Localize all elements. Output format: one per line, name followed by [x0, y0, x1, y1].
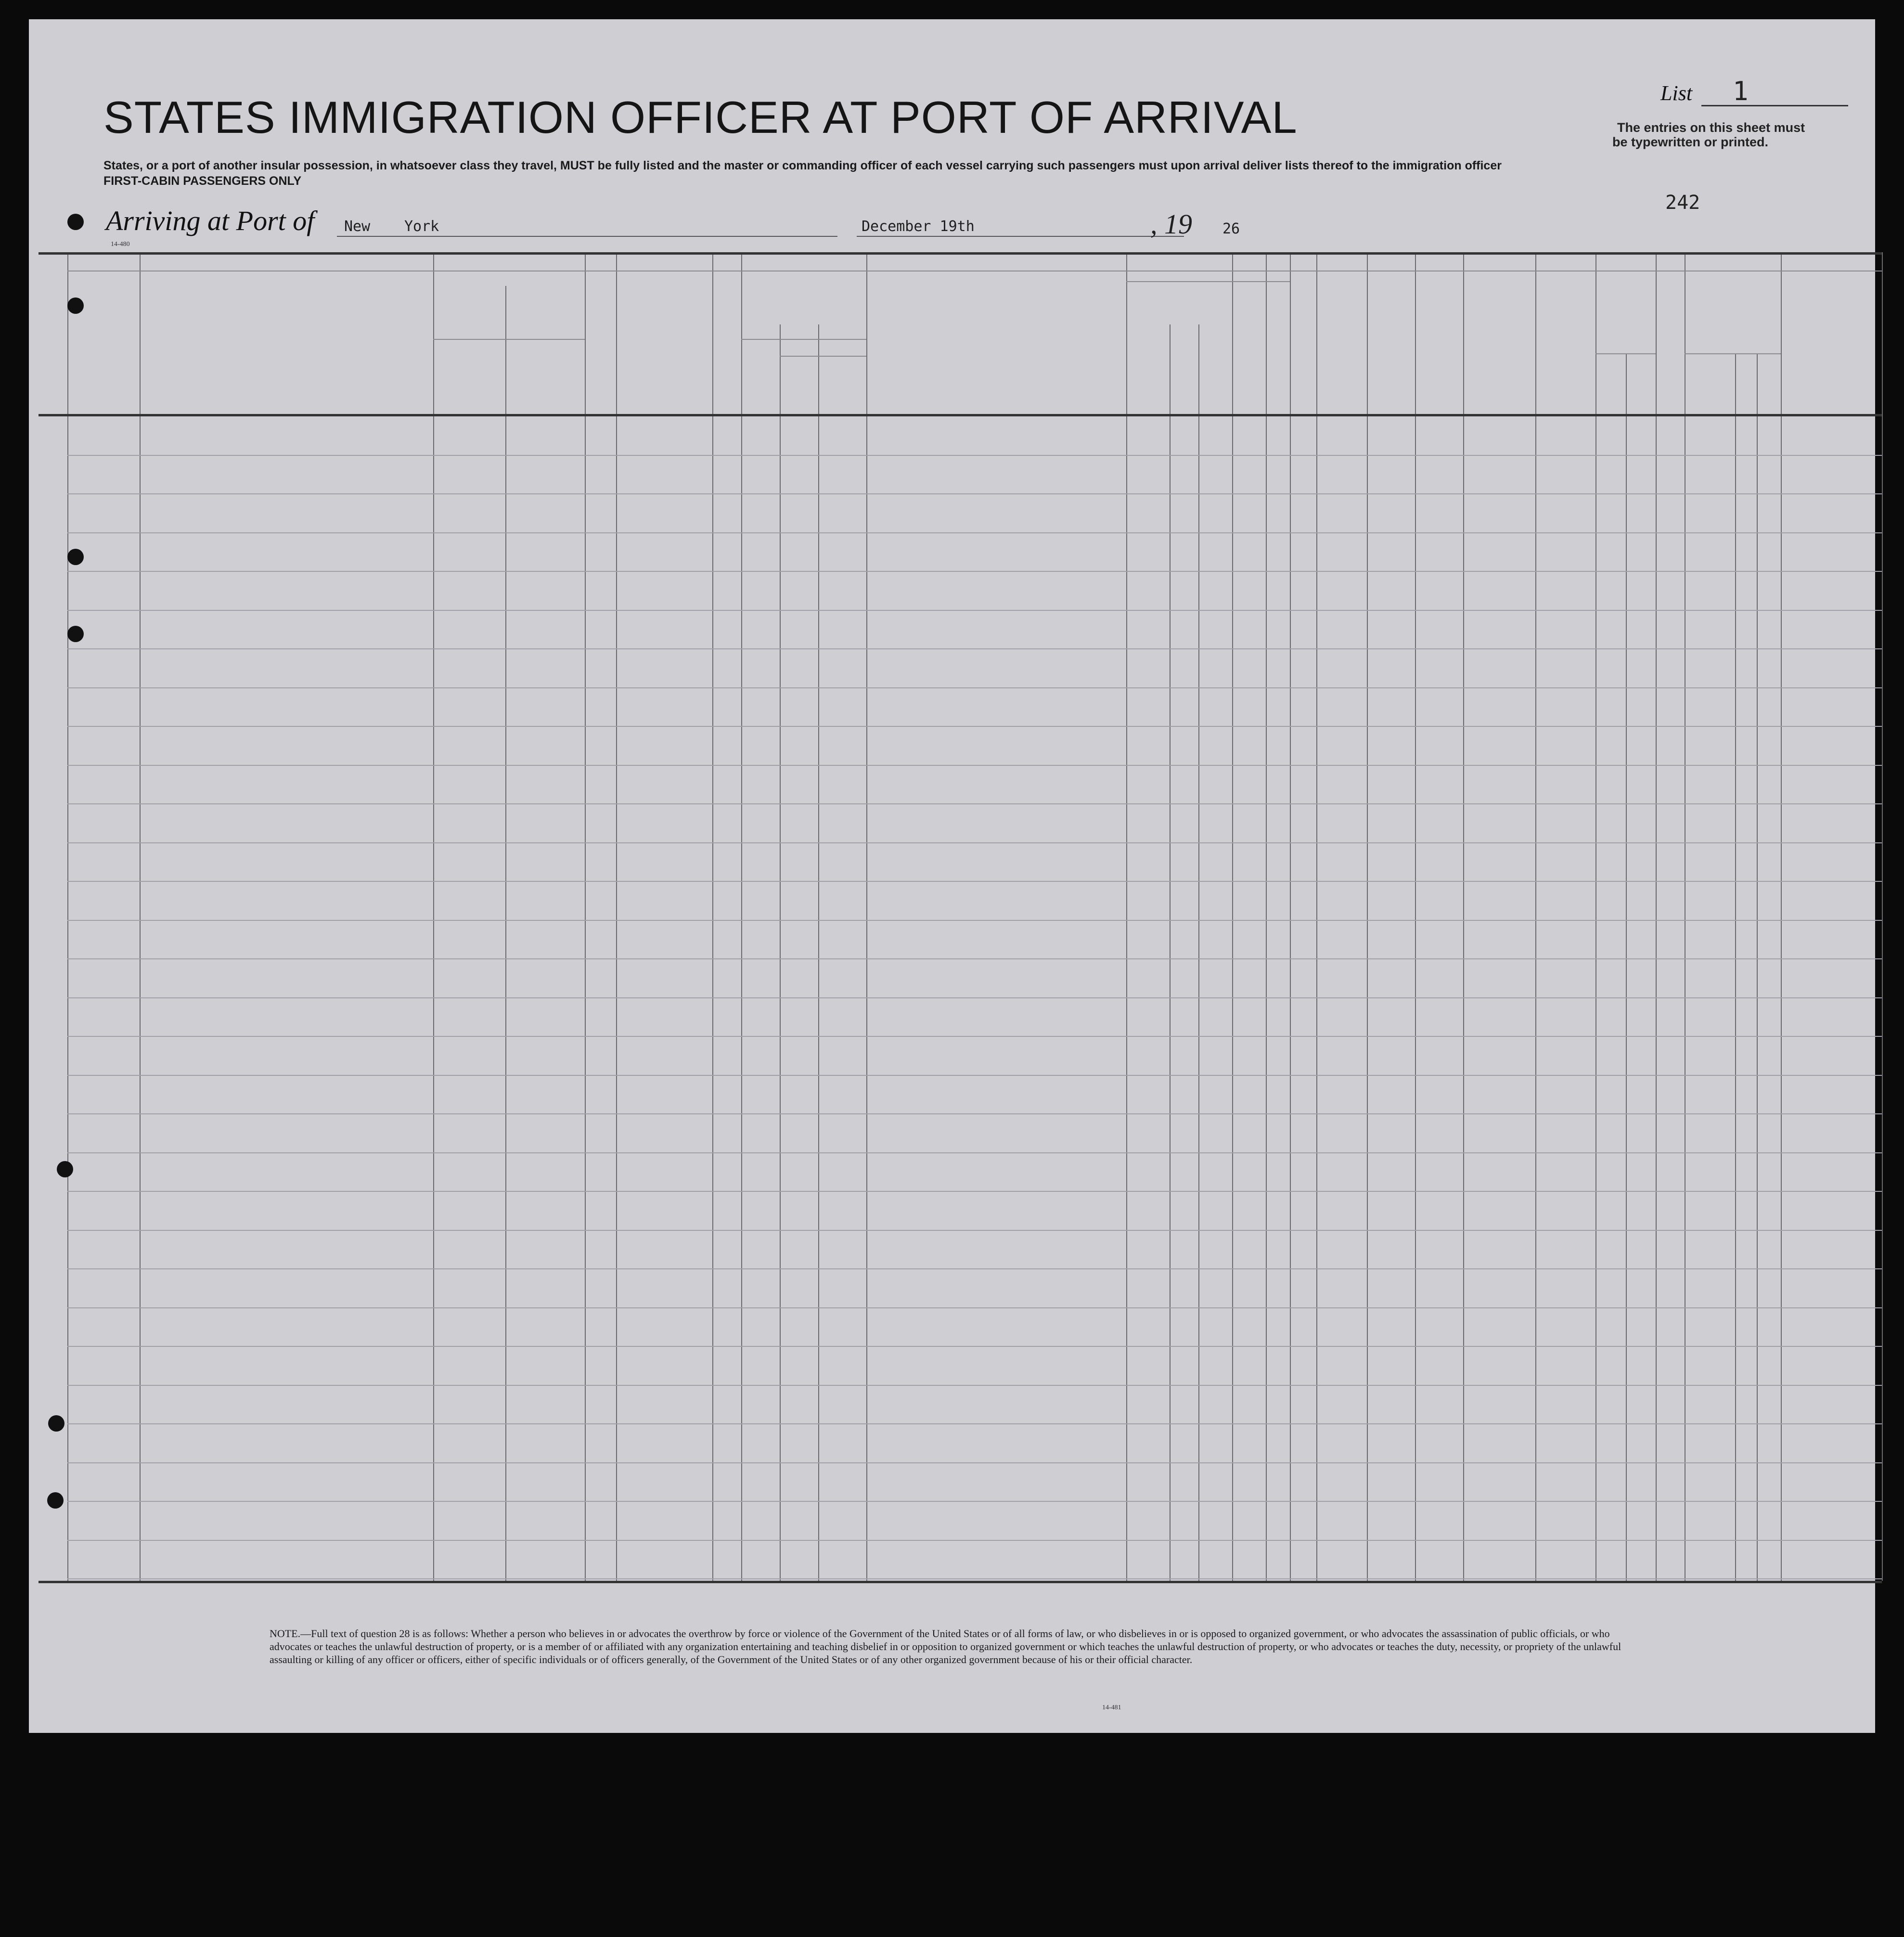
column-rule — [866, 252, 867, 1581]
sub-column-rule — [1198, 324, 1199, 1581]
row-rule — [67, 1462, 1882, 1463]
ever-split-rule — [741, 339, 866, 340]
sub-column-rule — [818, 324, 819, 1581]
column-rule — [1781, 252, 1782, 1581]
row-rule — [67, 687, 1882, 688]
column-rule — [1367, 252, 1368, 1581]
binder-hole — [67, 626, 84, 642]
entries-note: The entries on this sheet must — [1617, 120, 1805, 135]
list-label: List — [1660, 81, 1693, 105]
port-word-2: York — [404, 218, 439, 235]
entries-note-2: be typewritten or printed. — [1612, 135, 1769, 149]
row-rule — [67, 881, 1882, 882]
row-rule — [67, 1423, 1882, 1424]
row-rule — [67, 1385, 1882, 1386]
port-word-1: New — [344, 218, 371, 235]
row-rule — [67, 648, 1882, 649]
sub-column-rule — [1626, 353, 1627, 1581]
row-rule — [67, 842, 1882, 843]
column-rule — [1535, 252, 1536, 1581]
first-cabin-label: FIRST-CABIN PASSENGERS ONLY — [103, 174, 302, 188]
row-rule — [67, 532, 1882, 533]
sub-column-rule — [1757, 353, 1758, 1581]
arrival-date: December 19th — [862, 218, 975, 235]
date-underline — [857, 236, 1184, 237]
manifest-table — [67, 252, 1882, 1937]
port-underline — [337, 236, 837, 237]
row-rule — [67, 1540, 1882, 1541]
sub-column-rule — [505, 286, 506, 1581]
column-rule — [616, 252, 617, 1581]
row-rule — [67, 610, 1882, 611]
list-number: 1 — [1733, 76, 1749, 106]
color-split-rule — [1685, 353, 1781, 354]
column-rule — [140, 252, 141, 1581]
footnote: NOTE.—Full text of question 28 is as follows: Whether a person who believes in or advocates the overthrow by force or violence of the Government of the United States or of all forms of law, or who disbelieves in or is opposed to organized government, or who advocates the assassination of public officials, or who advocates or teaches the unlawful destruction of property, or is a member of or affiliated with any organization entertaining and teaching disbelief in or opposition to organized government or which teaches the unlawful destruction of property, or who advocates or teaches the duty, necessity, or propriety of the unlawful assaulting or killing of any officer or officers, either of specific individuals or of officers generally, of the Government of the United States or of any other organized government because of his or their official character. — [270, 1627, 1621, 1666]
column-rule — [1266, 252, 1267, 1581]
row-rule — [67, 1578, 1882, 1579]
binder-hole — [47, 1492, 64, 1509]
row-rule — [67, 455, 1882, 456]
form-code-top: 14-480 — [111, 241, 130, 248]
row-rule — [67, 1268, 1882, 1269]
row-rule — [67, 1307, 1882, 1308]
column-rule — [1656, 252, 1657, 1581]
sub-column-rule — [1170, 324, 1171, 1581]
list-underline — [1701, 105, 1848, 106]
column-rule — [1316, 252, 1317, 1581]
row-rule — [67, 997, 1882, 998]
column-rule — [1415, 252, 1416, 1581]
year-prefix: , 19 — [1150, 208, 1192, 240]
top-rule — [39, 252, 1882, 255]
row-rule — [67, 1152, 1882, 1153]
row-rule — [67, 1191, 1882, 1192]
arriving-label: Arriving at Port of — [106, 205, 315, 236]
column-rule — [1126, 252, 1127, 1581]
column-rule — [1232, 252, 1233, 1581]
row-rule — [67, 1113, 1882, 1114]
header-bottom-rule — [39, 414, 1882, 416]
year-suffix: 26 — [1222, 220, 1240, 237]
row-rule — [67, 958, 1882, 959]
row-rule — [67, 765, 1882, 766]
height-split-rule — [1595, 353, 1656, 354]
column-rule — [1290, 252, 1291, 1581]
row-rule — [67, 1501, 1882, 1502]
column-rule — [1595, 252, 1596, 1581]
row-rule — [67, 1036, 1882, 1037]
row-rule — [67, 1075, 1882, 1076]
column-rule — [1882, 252, 1883, 1581]
row-rule — [67, 726, 1882, 727]
intro-text: States, or a port of another insular possession, in whatsoever class they travel, MUST be fully listed and the master or commanding officer of each vessel carrying such passengers must upon arrival deliver lists thereof to the immigration officer — [103, 159, 1502, 172]
row-rule — [67, 571, 1882, 572]
sheet-number: 242 — [1665, 192, 1700, 214]
binder-hole — [67, 297, 84, 314]
column-rule — [712, 252, 713, 1581]
column-rule — [1463, 252, 1464, 1581]
sub-column-rule — [1735, 353, 1736, 1581]
column-rule — [741, 252, 742, 1581]
column-rule — [433, 252, 434, 1581]
form-code-bottom: 14-481 — [1102, 1704, 1121, 1711]
row-rule — [67, 803, 1882, 804]
column-rule — [67, 252, 68, 1581]
row-rule — [67, 920, 1882, 921]
binder-hole — [57, 1161, 73, 1177]
row-rule — [67, 493, 1882, 494]
binder-hole — [67, 214, 84, 230]
purpose-split-rule — [1126, 281, 1290, 282]
table-bottom-rule — [39, 1581, 1882, 1583]
column-rule — [585, 252, 586, 1581]
sub-column-rule — [780, 324, 781, 1581]
ifyes-split-rule — [780, 356, 866, 357]
binder-hole — [67, 549, 84, 565]
binder-hole — [48, 1415, 64, 1432]
row-rule — [67, 1230, 1882, 1231]
manifest-sheet — [29, 19, 1875, 1733]
form-title: STATES IMMIGRATION OFFICER AT PORT OF ARRIVAL — [103, 92, 1298, 142]
dest-split-rule — [433, 339, 585, 340]
row-rule — [67, 1346, 1882, 1347]
